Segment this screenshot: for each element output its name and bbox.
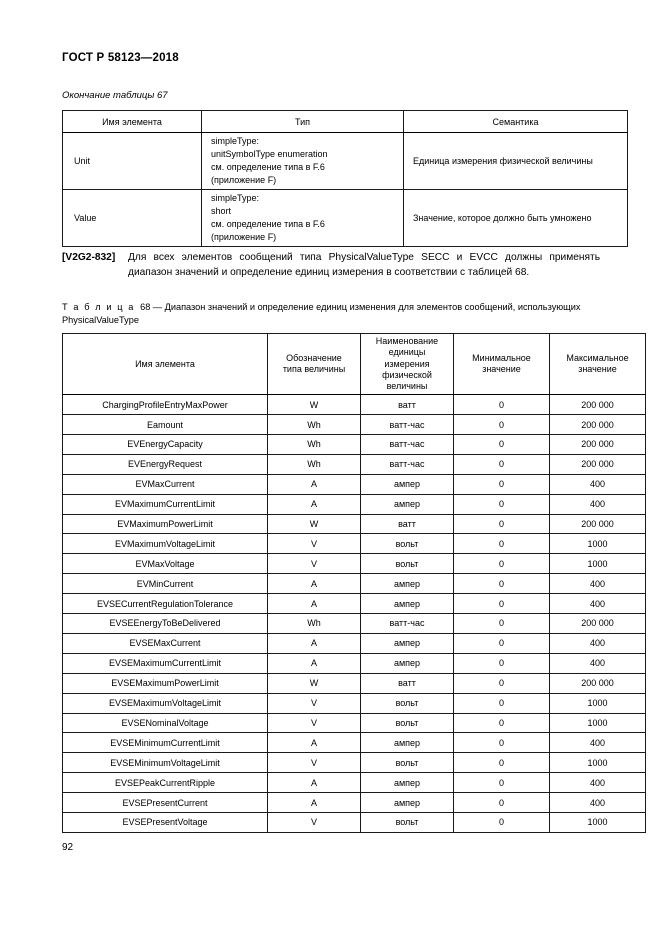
table68-cell-max: 1000 <box>550 812 646 832</box>
table68-cell-unit: вольт <box>361 554 454 574</box>
table68-cell-max: 200 000 <box>550 435 646 455</box>
table68-cell-name: ChargingProfileEntryMaxPower <box>63 395 268 415</box>
table-row <box>63 474 646 494</box>
table68-cell-unit: ампер <box>361 574 454 594</box>
table67-type-line1: simpleType: <box>211 193 260 204</box>
table68-col-header-unit <box>361 334 454 395</box>
table-row <box>63 435 646 455</box>
table68-cell-unit: ватт-час <box>361 614 454 634</box>
table68-cell-min: 0 <box>454 773 550 793</box>
table-row <box>63 494 646 514</box>
table68-cell-name: EVSEMinimumCurrentLimit <box>63 733 268 753</box>
table68-body <box>63 395 646 833</box>
page-number: 92 <box>62 842 74 853</box>
table68-h3-l3: измерения <box>384 358 430 369</box>
table68-cell-unit: ампер <box>361 494 454 514</box>
table68-cell-min: 0 <box>454 614 550 634</box>
table68-cell-min: 0 <box>454 514 550 534</box>
table68-cell-symbol: W <box>268 514 361 534</box>
table68-cell-name: EVMaxCurrent <box>63 474 268 494</box>
table68-cell-max: 400 <box>550 574 646 594</box>
clause-text: Для всех элементов сообщений типа PhysicalValueType SECC и EVCC должны применять диапазон значений и определение единиц измерения в соответствии с таблицей 68. <box>128 252 600 279</box>
table68-cell-min: 0 <box>454 812 550 832</box>
table67-header-row <box>63 111 628 133</box>
table67-type-line2: unitSymbolType enumeration <box>211 149 328 160</box>
table68-cell-min: 0 <box>454 673 550 693</box>
table68-cell-min: 0 <box>454 494 550 514</box>
table-row <box>63 753 646 773</box>
table68-h3-l4: физической <box>382 369 432 380</box>
table68-h3-l1: Наименование <box>375 336 439 346</box>
table68-cell-name: EVMaximumCurrentLimit <box>63 494 268 514</box>
table68-cell-max: 200 000 <box>550 673 646 693</box>
table68-cell-unit: ампер <box>361 773 454 793</box>
table-row <box>63 673 646 693</box>
table67-type-line2: short <box>211 206 232 217</box>
table68-col-header-symbol <box>268 334 361 395</box>
table68-cell-unit: вольт <box>361 753 454 773</box>
table68-cell-symbol: A <box>268 653 361 673</box>
table68-cell-unit: вольт <box>361 534 454 554</box>
table68-cell-name: EVSEMaxCurrent <box>63 633 268 653</box>
table68-cell-unit: вольт <box>361 693 454 713</box>
table-row <box>63 415 646 435</box>
table68-cell-max: 1000 <box>550 534 646 554</box>
table68-cell-max: 400 <box>550 733 646 753</box>
table68-cell-min: 0 <box>454 653 550 673</box>
table67-col-header-name: Имя элемента <box>63 111 202 133</box>
table68-h4-l2: значение <box>482 364 521 375</box>
table68-cell-unit: ампер <box>361 733 454 753</box>
table-row <box>63 554 646 574</box>
table68-cell-name: Eamount <box>63 415 268 435</box>
table68-cell-min: 0 <box>454 793 550 813</box>
table-row <box>63 534 646 554</box>
table68-cell-name: EVSEMaximumPowerLimit <box>63 673 268 693</box>
table68-h3-l2: единицы <box>388 347 426 358</box>
table68-cell-max: 400 <box>550 793 646 813</box>
table-row <box>63 793 646 813</box>
table68-cell-max: 1000 <box>550 693 646 713</box>
table68-cell-symbol: A <box>268 633 361 653</box>
table68-cell-symbol: A <box>268 474 361 494</box>
table68-cell-max: 400 <box>550 594 646 614</box>
table68-cell-unit: вольт <box>361 812 454 832</box>
table-row <box>63 133 628 190</box>
table68-cell-unit: ватт-час <box>361 454 454 474</box>
table68-cell-unit: ампер <box>361 633 454 653</box>
table68-cell-unit: ампер <box>361 594 454 614</box>
table68-cell-symbol: W <box>268 395 361 415</box>
table68-cell-symbol: V <box>268 753 361 773</box>
table68-cell-unit: ватт <box>361 673 454 693</box>
table67-type-line3: см. определение типа в F.6 <box>211 219 325 230</box>
table67-cell-semantics: Единица измерения физической величины <box>404 133 628 190</box>
table68-cell-name: EVSEMinimumVoltageLimit <box>63 753 268 773</box>
table68-cell-unit: ватт-час <box>361 415 454 435</box>
table68-cell-name: EVEnergyCapacity <box>63 435 268 455</box>
table-row <box>63 614 646 634</box>
table68-cell-min: 0 <box>454 733 550 753</box>
table68-cell-min: 0 <box>454 454 550 474</box>
table-row <box>63 653 646 673</box>
table68-cell-symbol: A <box>268 594 361 614</box>
table-row <box>63 812 646 832</box>
table-row <box>63 190 628 247</box>
table-row <box>63 514 646 534</box>
table68-cell-symbol: A <box>268 574 361 594</box>
table68-cell-name: EVSECurrentRegulationTolerance <box>63 594 268 614</box>
table-row <box>63 733 646 753</box>
table68-cell-min: 0 <box>454 435 550 455</box>
table68-cell-max: 1000 <box>550 753 646 773</box>
table68-col-header-name <box>63 334 268 395</box>
table68-cell-min: 0 <box>454 474 550 494</box>
table-row <box>63 773 646 793</box>
table68-cell-min: 0 <box>454 594 550 614</box>
table68-h4-l1: Минимальное <box>472 352 531 363</box>
table68-cell-min: 0 <box>454 693 550 713</box>
table-row <box>63 454 646 474</box>
table68-caption-number: 68 <box>140 302 151 312</box>
table68-cell-max: 400 <box>550 494 646 514</box>
table68-caption-label: Т а б л и ц а <box>62 302 135 312</box>
table68-cell-symbol: V <box>268 693 361 713</box>
table68-cell-min: 0 <box>454 574 550 594</box>
table68-cell-name: EVSEPresentVoltage <box>63 812 268 832</box>
document-standard-id: ГОСТ Р 58123—2018 <box>62 52 179 64</box>
table67-cell-name: Value <box>63 190 202 247</box>
table68-cell-name: EVEnergyRequest <box>63 454 268 474</box>
table68-cell-min: 0 <box>454 633 550 653</box>
table68-h3-l5: величины <box>386 381 428 391</box>
table67-cell-type <box>202 133 404 190</box>
table68-cell-max: 200 000 <box>550 395 646 415</box>
table68-cell-max: 200 000 <box>550 454 646 474</box>
table-68 <box>62 333 646 833</box>
table-row <box>63 594 646 614</box>
table67-head <box>63 111 628 133</box>
table-row <box>63 395 646 415</box>
table-67 <box>62 110 628 247</box>
table68-cell-min: 0 <box>454 534 550 554</box>
table68-head <box>63 334 646 395</box>
table68-cell-min: 0 <box>454 753 550 773</box>
table68-cell-symbol: A <box>268 494 361 514</box>
table68-cell-name: EVMaxVoltage <box>63 554 268 574</box>
table67-cell-type <box>202 190 404 247</box>
table68-col-header-min <box>454 334 550 395</box>
table-row <box>63 574 646 594</box>
table68-col-header-max <box>550 334 646 395</box>
table68-cell-max: 400 <box>550 773 646 793</box>
table68-cell-min: 0 <box>454 554 550 574</box>
table68-cell-max: 1000 <box>550 713 646 733</box>
table68-h2-l1: Обозначение <box>286 352 342 363</box>
table68-cell-max: 200 000 <box>550 614 646 634</box>
table68-cell-name: EVSEMaximumCurrentLimit <box>63 653 268 673</box>
table67-type-line4: (приложение F) <box>211 175 277 186</box>
table67-type-line3: см. определение типа в F.6 <box>211 162 325 173</box>
table68-cell-name: EVSENominalVoltage <box>63 713 268 733</box>
table68-cell-symbol: A <box>268 733 361 753</box>
table68-cell-symbol: V <box>268 534 361 554</box>
table68-cell-unit: ампер <box>361 474 454 494</box>
clause-reference-v2g2-832: [V2G2-832] <box>62 252 116 263</box>
table-row <box>63 713 646 733</box>
table68-cell-symbol: A <box>268 773 361 793</box>
table68-h5-l1: Максимальное <box>566 352 629 363</box>
table68-cell-unit: ватт <box>361 514 454 534</box>
table68-caption-text: — Диапазон значений и определение единиц изменения для элементов сообщений, использующих PhysicalValueType <box>62 302 581 326</box>
table68-cell-symbol: W <box>268 673 361 693</box>
table68-cell-unit: ампер <box>361 653 454 673</box>
table67-cell-semantics: Значение, которое должно быть умножено <box>404 190 628 247</box>
table67-cell-name: Unit <box>63 133 202 190</box>
table68-cell-symbol: Wh <box>268 454 361 474</box>
table68-cell-symbol: Wh <box>268 415 361 435</box>
table68-cell-min: 0 <box>454 395 550 415</box>
table68-cell-symbol: A <box>268 793 361 813</box>
table68-cell-min: 0 <box>454 415 550 435</box>
table68-cell-unit: ампер <box>361 793 454 813</box>
table68-cell-unit: ватт-час <box>361 435 454 455</box>
table68-h5-l2: значение <box>578 364 617 375</box>
table67-continuation-label: Окончание таблицы 67 <box>62 90 168 101</box>
table68-cell-max: 400 <box>550 633 646 653</box>
table68-cell-min: 0 <box>454 713 550 733</box>
table68-cell-name: EVSEPresentCurrent <box>63 793 268 813</box>
table68-cell-name: EVSEEnergyToBeDelivered <box>63 614 268 634</box>
table68-cell-max: 400 <box>550 474 646 494</box>
table68-cell-symbol: V <box>268 554 361 574</box>
table68-cell-name: EVMaximumPowerLimit <box>63 514 268 534</box>
table67-type-line1: simpleType: <box>211 136 260 146</box>
table-row <box>63 693 646 713</box>
table67-type-line4: (приложение F) <box>211 232 277 243</box>
table67-col-header-semantics: Семантика <box>404 111 628 133</box>
table67-body <box>63 133 628 247</box>
table68-caption <box>62 301 600 328</box>
table68-cell-unit: вольт <box>361 713 454 733</box>
table68-h1-l1: Имя элемента <box>135 358 195 369</box>
table68-header-row <box>63 334 646 395</box>
table-row <box>63 633 646 653</box>
table68-cell-max: 200 000 <box>550 415 646 435</box>
table68-cell-max: 1000 <box>550 554 646 574</box>
table68-cell-symbol: V <box>268 812 361 832</box>
table68-cell-symbol: V <box>268 713 361 733</box>
table68-cell-max: 200 000 <box>550 514 646 534</box>
table68-h2-l2: типа величины <box>282 364 346 375</box>
table68-cell-symbol: Wh <box>268 614 361 634</box>
table67-col-header-type: Тип <box>202 111 404 133</box>
table68-cell-name: EVMinCurrent <box>63 574 268 594</box>
table68-cell-name: EVSEMaximumVoltageLimit <box>63 693 268 713</box>
table68-cell-name: EVSEPeakCurrentRipple <box>63 773 268 793</box>
table68-cell-name: EVMaximumVoltageLimit <box>63 534 268 554</box>
table68-cell-symbol: Wh <box>268 435 361 455</box>
table68-cell-max: 400 <box>550 653 646 673</box>
table68-cell-unit: ватт <box>361 395 454 415</box>
